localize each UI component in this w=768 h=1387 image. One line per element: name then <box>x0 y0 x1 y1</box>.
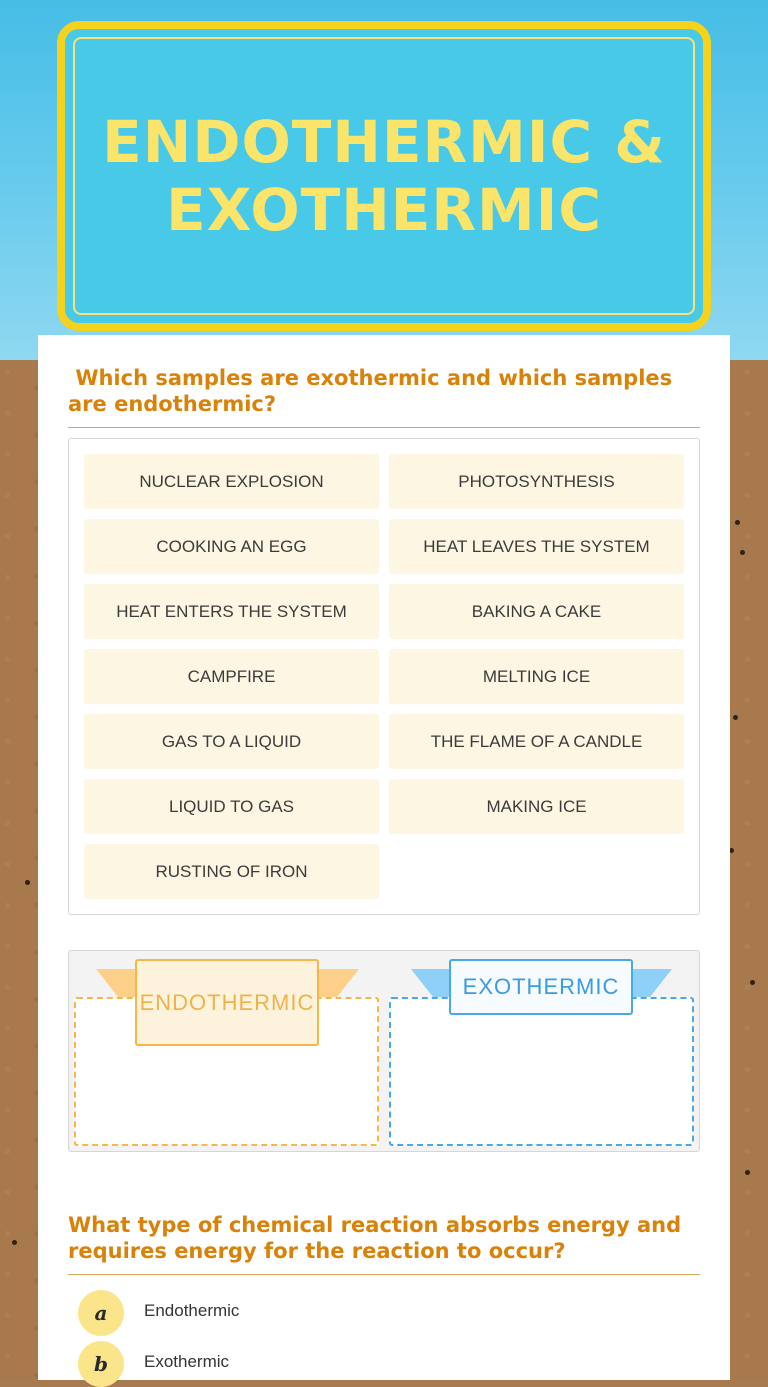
title-line-2: EXOTHERMIC <box>166 176 602 244</box>
option-letter-badge: a <box>78 1290 124 1336</box>
worksheet-card <box>38 335 730 1380</box>
sort-item[interactable]: COOKING AN EGG <box>84 519 379 574</box>
sort-items-pool <box>68 438 700 915</box>
sort-item[interactable]: THE FLAME OF A CANDLE <box>389 714 684 769</box>
mc-option-b[interactable] <box>78 1341 478 1387</box>
sort-item[interactable]: NUCLEAR EXPLOSION <box>84 454 379 509</box>
exothermic-category-label: EXOTHERMIC <box>449 959 633 1015</box>
question-divider <box>68 427 700 428</box>
sort-item[interactable]: PHOTOSYNTHESIS <box>389 454 684 509</box>
sort-item[interactable]: HEAT LEAVES THE SYSTEM <box>389 519 684 574</box>
endothermic-category-label: ENDOTHERMIC <box>135 959 319 1046</box>
exothermic-drop-zone[interactable] <box>389 997 694 1146</box>
title-line-1: ENDOTHERMIC & <box>102 108 666 176</box>
sort-item[interactable]: RUSTING OF IRON <box>84 844 379 899</box>
mc-option-a[interactable] <box>78 1290 478 1336</box>
title-frame <box>73 37 695 315</box>
sort-item[interactable]: GAS TO A LIQUID <box>84 714 379 769</box>
sort-item[interactable]: MELTING ICE <box>389 649 684 704</box>
title-banner <box>57 21 711 331</box>
mc-divider <box>68 1274 700 1275</box>
page-title <box>102 108 666 244</box>
option-text: Endothermic <box>144 1301 240 1320</box>
sort-item[interactable]: BAKING A CAKE <box>389 584 684 639</box>
option-text: Exothermic <box>144 1352 230 1371</box>
sort-categories <box>68 950 700 1152</box>
mc-question: What type of chemical reaction absorbs energy and requires energy for the reaction to occur? <box>68 1213 682 1263</box>
sort-item[interactable]: MAKING ICE <box>389 779 684 834</box>
sorting-question: Which samples are exothermic and which samples are endothermic? <box>68 366 680 416</box>
sort-item[interactable]: HEAT ENTERS THE SYSTEM <box>84 584 379 639</box>
option-letter-badge: b <box>78 1341 124 1387</box>
sort-item[interactable]: CAMPFIRE <box>84 649 379 704</box>
sort-item[interactable]: LIQUID TO GAS <box>84 779 379 834</box>
